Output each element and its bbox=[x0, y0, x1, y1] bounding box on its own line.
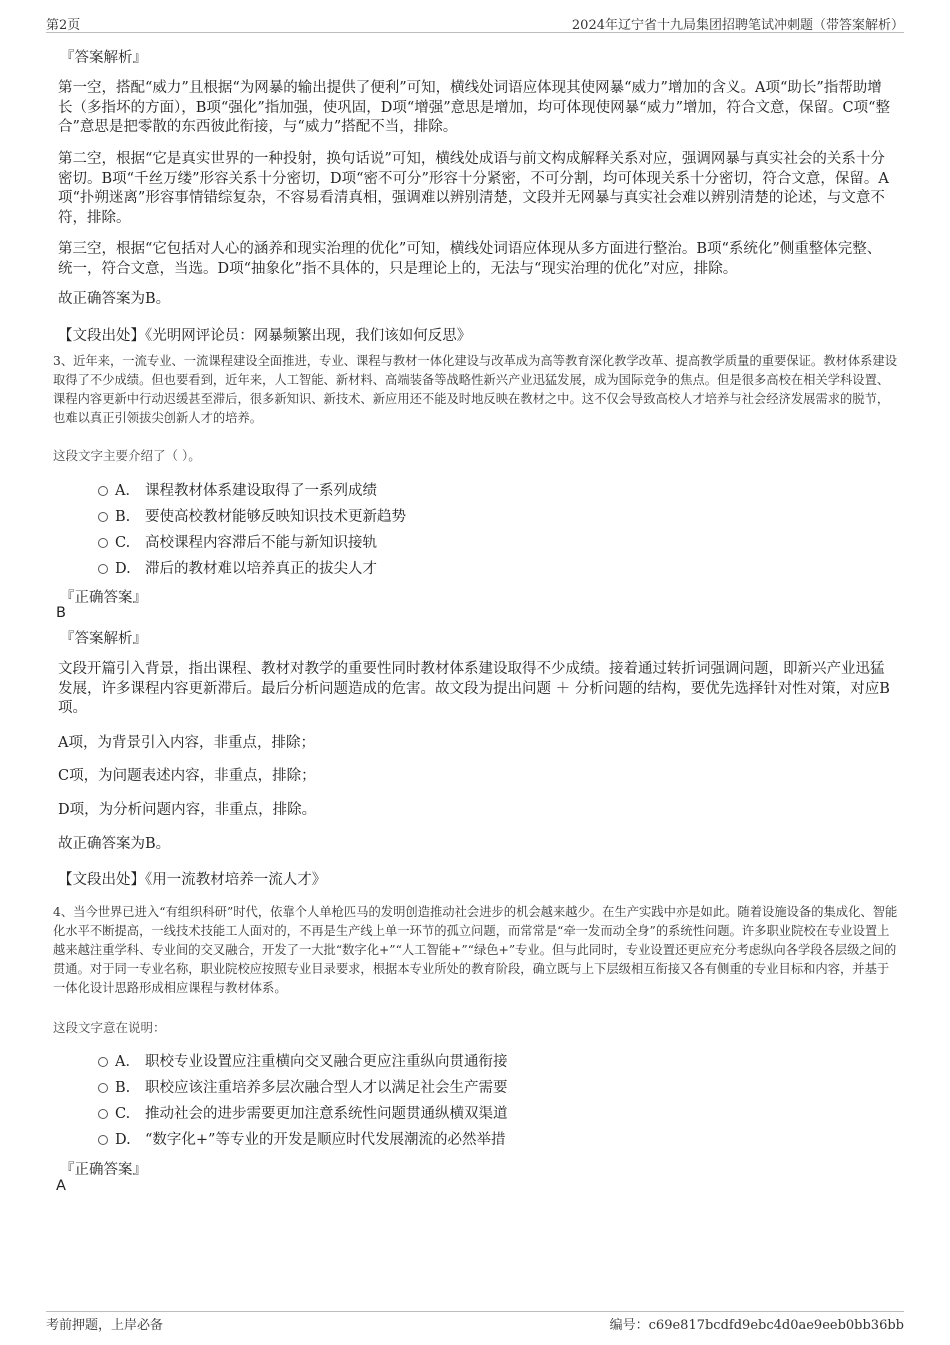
q3-analysis-label: 『答案解析』 bbox=[60, 631, 147, 647]
q4-answer-label: 『正确答案』 bbox=[60, 1162, 147, 1178]
radio-icon[interactable] bbox=[98, 486, 108, 496]
q3-option-d[interactable]: D. 滞后的教材难以培养真正的拔尖人才 bbox=[98, 558, 377, 580]
prev-analysis-paragraph-3: 第三空，根据“它包括对人心的涵养和现实治理的优化”可知，横线处词语应体现从多方面进行整治。B项“系统化”侧重整体完整、统一，符合文意，当选。D项“抽象化”指不具体的，只是理论上的，无法与“现实治理的优化”对应，排除。 bbox=[58, 241, 882, 277]
q4-stem: 这段文字意在说明： bbox=[53, 1020, 166, 1035]
q3-passage: 3、近年来，一流专业、一流课程建设全面推进，专业、课程与教材一体化建设与改革成为高等教育深化教学改革、提高教学质量的重要保证。教材体系建设取得了不少成绩。但也要看到，近年来，人工智能、新材料、高端装备等战略性新兴产业迅猛发展，成为国际竞争的焦点。但是很多高校在相关学科设置、课程内容更新中行动迟缓甚至滞后，很多新知识、新技术、新应用还不能及时地反映在教材之中。这不仅会导致高校人才培养与社会经济发展需求的脱节，也难以真正引领拔尖创新人才的培养。 bbox=[53, 354, 898, 425]
radio-icon[interactable] bbox=[98, 512, 108, 522]
q3-analysis-c: C项，为问题表述内容，非重点，排除； bbox=[58, 768, 316, 784]
prev-conclusion: 故正确答案为B。 bbox=[58, 291, 171, 307]
radio-icon[interactable] bbox=[98, 1135, 108, 1145]
prev-source: 【文段出处】《光明网评论员：网暴频繁出现，我们该如何反思》 bbox=[58, 328, 472, 344]
prev-analysis-paragraph-1: 第一空，搭配“威力”且根据“为网暴的输出提供了便利”可知，横线处词语应体现其使网暴“威力”增加的含义。A项“助长”指帮助增长（多指坏的方面），B项“强化”指加强，使巩固，D项“增强”意思是增加，均可体现使网暴“威力”增加，符合文意，保留。C项“整合”意思是把零散的东西彼此衔接，与“威力”搭配不当，排除。 bbox=[58, 80, 891, 135]
q3-source: 【文段出处】《用一流教材培养一流人才》 bbox=[58, 872, 327, 888]
q3-analysis-a: A项，为背景引入内容，非重点，排除； bbox=[58, 735, 315, 751]
radio-icon[interactable] bbox=[98, 1083, 108, 1093]
q4-passage: 4、当今世界已进入“有组织科研”时代，依靠个人单枪匹马的发明创造推动社会进步的机会越来越少。在生产实践中亦是如此。随着设施设备的集成化、智能化水平不断提高，一线技术技能工人面对的，不再是生产线上单一环节的孤立问题，而常常是“牵一发而动全身”的系统性问题。许多职业院校在专业设置上越来越注重学科、专业间的交叉融合，开发了一大批“数字化+”“人工智能+”“绿色+”专业。但与此同时，专业设置还更应充分考虑纵向各学段各层级之间的贯通。对于同一专业名称，职业院校应按照专业目录要求，根据本专业所处的教育阶段，确立既与上下层级相互衔接又各有侧重的专业目标和内容，并基于一体化设计思路形成相应课程与教材体系。 bbox=[53, 905, 898, 995]
prev-analysis-paragraph-2: 第二空，根据“它是真实世界的一种投射，换句话说”可知，横线处成语与前文构成解释关系对应，强调网暴与真实社会的关系十分密切。B项“千丝万缕”形容关系十分密切，D项“密不可分”形容十分紧密，不可分割，均可体现关系十分密切，符合文意，保留。A项“扑朔迷离”形容事情错综复杂，不容易看清真相，强调难以辨别清楚，文段并无网暴与真实社会难以辨别清楚的论述，与文意不符，排除。 bbox=[58, 151, 889, 226]
radio-icon[interactable] bbox=[98, 564, 108, 574]
q3-analysis-d: D项，为分析问题内容，非重点，排除。 bbox=[58, 802, 317, 818]
prev-analysis-label: 『答案解析』 bbox=[60, 50, 147, 66]
q3-conclusion: 故正确答案为B。 bbox=[58, 836, 171, 852]
q3-option-b[interactable]: B. 要使高校教材能够反映知识技术更新趋势 bbox=[98, 506, 406, 528]
q4-option-a[interactable]: A． 职校专业设置应注重横向交叉融合更应注重纵向贯通衔接 bbox=[98, 1051, 508, 1073]
radio-icon[interactable] bbox=[98, 1109, 108, 1119]
radio-icon[interactable] bbox=[98, 538, 108, 548]
q3-answer-label: 『正确答案』 bbox=[60, 590, 147, 606]
footer-slogan: 考前押题，上岸必备 bbox=[46, 1318, 164, 1333]
q3-answer: B bbox=[56, 605, 66, 621]
q3-option-c[interactable]: C. 高校课程内容滞后不能与新知识接轨 bbox=[98, 532, 377, 554]
q4-option-c[interactable]: C. 推动社会的进步需要更加注意系统性问题贯通纵横双渠道 bbox=[98, 1103, 508, 1125]
q4-answer: A bbox=[56, 1178, 66, 1194]
footer-divider bbox=[46, 1311, 904, 1312]
radio-icon[interactable] bbox=[98, 1057, 108, 1067]
q3-option-a[interactable]: A． 课程教材体系建设取得了一系列成绩 bbox=[98, 480, 377, 502]
document-title: 2024年辽宁省十九局集团招聘笔试冲刺题（带答案解析） bbox=[571, 18, 904, 33]
header-divider bbox=[46, 32, 904, 33]
document-code: 编号：c69e817bcdfd9ebc4d0ae9eeb0bb36bb bbox=[609, 1318, 904, 1333]
q4-option-d[interactable]: D. “数字化+”等专业的开发是顺应时代发展潮流的必然举措 bbox=[98, 1129, 505, 1151]
page-number: 第2页 bbox=[46, 18, 81, 33]
q3-analysis-paragraph: 文段开篇引入背景，指出课程、教材对教学的重要性同时教材体系建设取得不少成绩。接着通过转折词强调问题，即新兴产业迅猛发展，许多课程内容更新滞后。最后分析问题造成的危害。故文段为提出问题 ＋ 分析问题的结构，要优先选择针对性对策，对应B项。 bbox=[58, 661, 890, 716]
q3-stem: 这段文字主要介绍了（ ）。 bbox=[53, 448, 201, 463]
q4-option-b[interactable]: B. 职校应该注重培养多层次融合型人才以满足社会生产需要 bbox=[98, 1077, 508, 1099]
